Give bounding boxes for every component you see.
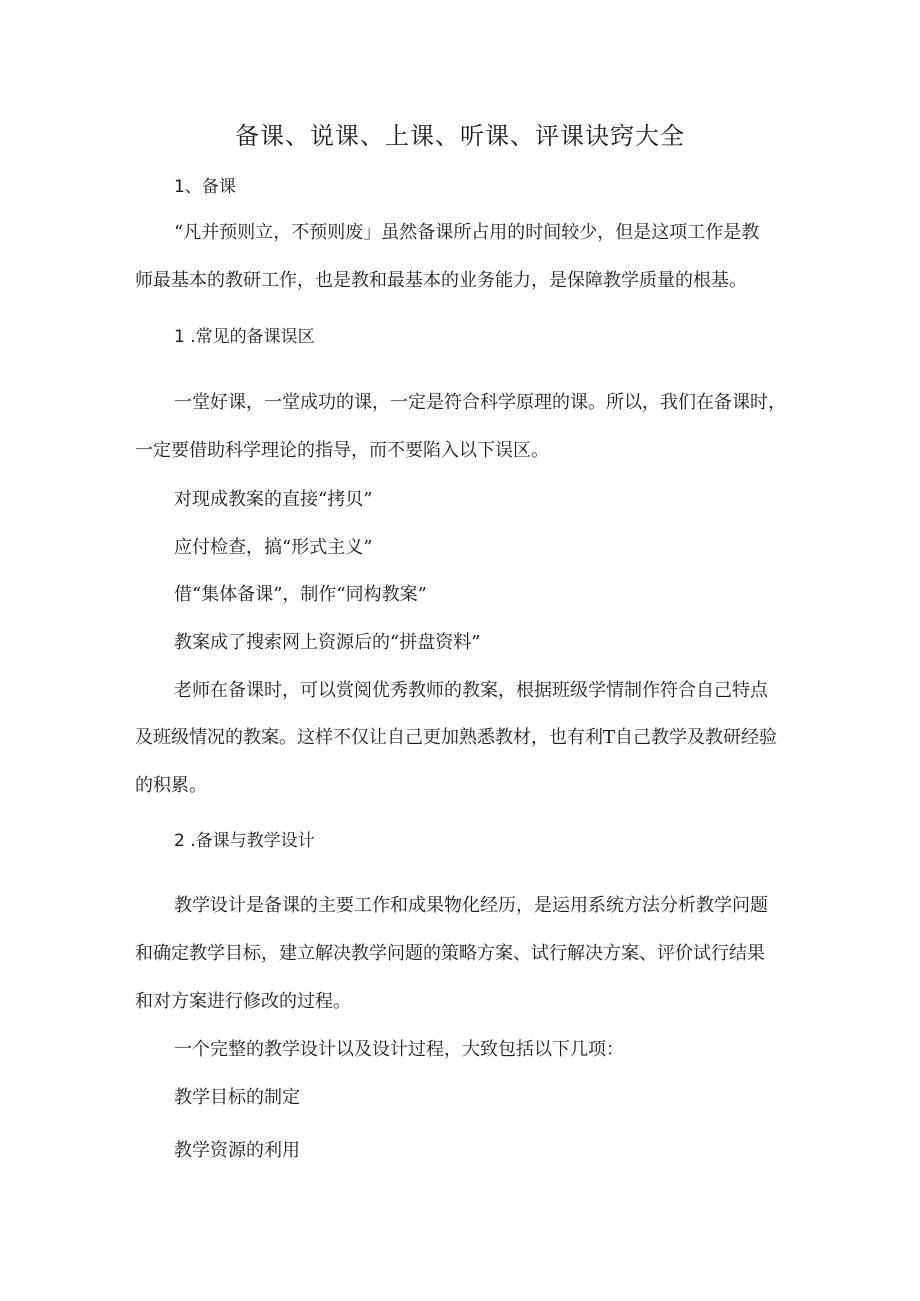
- paragraph-design-line-1: 教学设计是备课的主要工作和成果物化经历，是运用系统方法分析教学问题: [174, 895, 768, 916]
- list-item-collective: 借“集体备课”，制作“同构教案”: [174, 584, 427, 605]
- list-item-resources: 教学资源的利用: [174, 1140, 300, 1161]
- list-item-objectives: 教学目标的制定: [174, 1087, 300, 1108]
- list-item-formalism: 应付检查，搞“形式主义”: [174, 537, 373, 558]
- subheading-lesson-design: 2 .备课与教学设计: [174, 831, 315, 851]
- paragraph-design-line-3: 和对方案进行修改的过程。: [135, 991, 351, 1012]
- document-title: 备课、说课、上课、听课、评课诀窍大全: [235, 122, 685, 150]
- intro-paragraph-line-1: “凡并预则立，不预则废」虽然备课所占用的时间较少，但是这项工作是教: [174, 222, 760, 243]
- list-item-patchwork: 教案成了搜索网上资源后的“拼盘资料”: [174, 632, 481, 653]
- list-item-copy: 对现成教案的直接“拷贝”: [174, 489, 373, 510]
- subheading-common-mistakes: 1 .常见的备课误区: [174, 327, 315, 347]
- paragraph-good-lesson-line-1: 一堂好课，一堂成功的课，一定是符合科学原理的课。所以，我们在备课时，: [174, 392, 786, 413]
- paragraph-teacher-line-3: 的积累。: [135, 775, 207, 796]
- paragraph-good-lesson-line-2: 一定要借助科学理论的指导，而不要陷入以下误区。: [135, 440, 549, 461]
- paragraph-teacher-line-1: 老师在备课时，可以赏阅优秀教师的教案，根据班级学情制作符合自己特点: [174, 680, 768, 701]
- section-heading-preparation: 1、备课: [174, 177, 236, 197]
- paragraph-complete-design: 一个完整的教学设计以及设计过程，大致包括以下几项：: [174, 1039, 624, 1060]
- paragraph-teacher-line-2: 及班级情况的教案。这样不仅让自己更加熟悉教材，也有利T自己教学及教研经验: [135, 727, 778, 748]
- paragraph-design-line-2: 和确定教学目标，建立解决教学问题的策略方案、试行解决方案、评价试行结果: [135, 943, 765, 964]
- intro-paragraph-line-2: 师最基本的教研工作，也是教和最基本的业务能力，是保障教学质量的根基。: [135, 270, 747, 291]
